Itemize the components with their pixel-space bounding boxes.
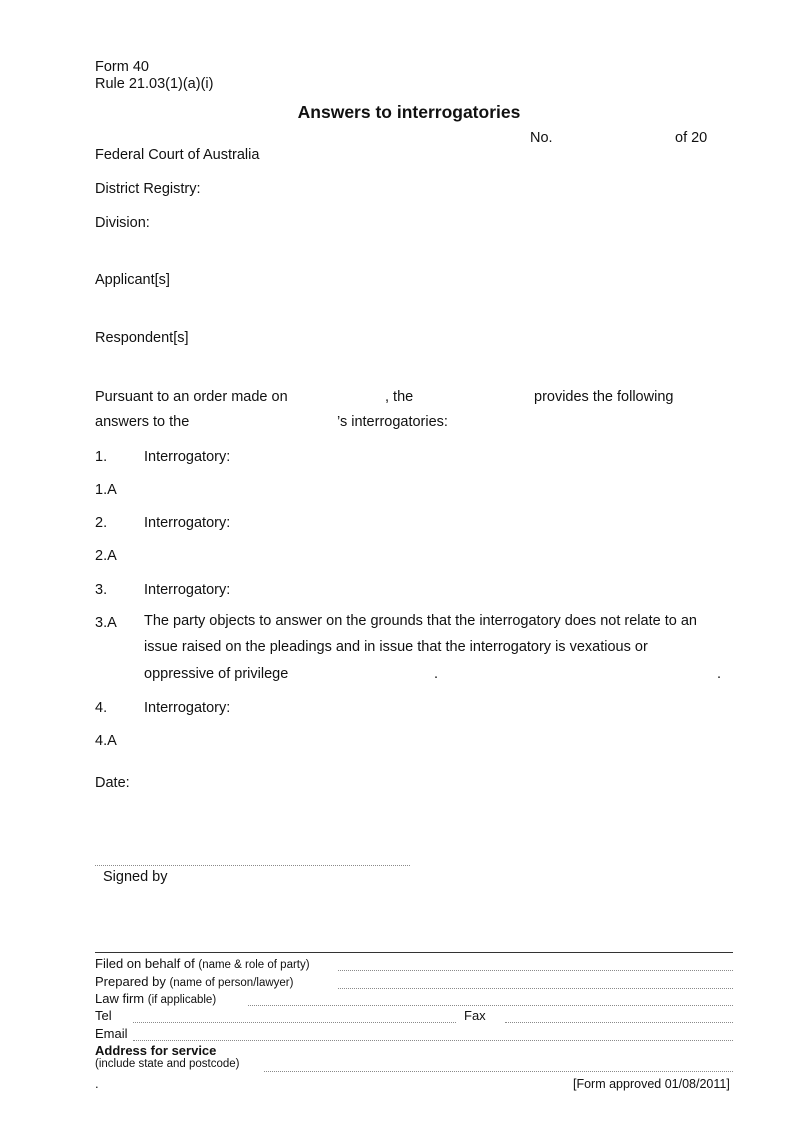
interrogatory-label: Interrogatory: xyxy=(144,700,231,716)
division-label: Division: xyxy=(95,215,150,231)
address-for-service-text: Address for service xyxy=(95,1043,217,1058)
item-number: 1. xyxy=(95,449,108,465)
law-firm-label xyxy=(95,991,216,1006)
interrogatory-label: Interrogatory: xyxy=(144,582,231,598)
interrogatory-label: Interrogatory: xyxy=(144,515,231,531)
prepared-by-text: Prepared by xyxy=(95,974,166,989)
form-number: Form 40 xyxy=(95,59,149,75)
email-field[interactable] xyxy=(133,1040,733,1041)
date-label: Date: xyxy=(95,775,130,791)
law-firm-text: Law firm xyxy=(95,991,145,1006)
law-firm-note: (if applicable) xyxy=(147,994,217,1006)
answer-number: 4.A xyxy=(95,733,117,749)
fax-label: Fax xyxy=(464,1008,486,1023)
fax-field[interactable] xyxy=(505,1022,733,1023)
answer-number: 2.A xyxy=(95,548,117,564)
district-registry-label: District Registry: xyxy=(95,181,201,197)
email-label: Email xyxy=(95,1026,128,1041)
of-year-label: of 20 xyxy=(675,130,708,146)
intro-interrogatories-text: ’s interrogatories: xyxy=(337,414,448,430)
filed-on-behalf-note: (name & role of party) xyxy=(198,959,310,971)
tel-field[interactable] xyxy=(133,1022,456,1023)
item-number: 4. xyxy=(95,700,108,716)
prepared-by-field[interactable] xyxy=(338,988,733,989)
objection-privilege-text: oppressive of privilege xyxy=(144,666,289,682)
objection-text: The party objects to answer on the grounds that the interrogatory does not relate to an issue raised on the pleadings and in issue that the interrogatory is vexatious or xyxy=(144,613,697,655)
signed-by-label: Signed by xyxy=(103,869,168,885)
no-label: No. xyxy=(530,130,553,146)
item-number: 3. xyxy=(95,582,108,598)
page-title: Answers to interrogatories xyxy=(297,102,521,122)
footer-divider xyxy=(95,952,733,953)
filed-on-behalf-text: Filed on behalf of xyxy=(95,956,195,971)
answer-number: 3.A xyxy=(95,615,117,631)
address-field[interactable] xyxy=(264,1071,733,1072)
tel-label: Tel xyxy=(95,1008,112,1023)
bottom-dot: . xyxy=(95,1076,99,1091)
prepared-by-label xyxy=(95,974,293,989)
intro-provides-text: provides the following xyxy=(534,389,674,405)
court-name: Federal Court of Australia xyxy=(95,147,260,163)
intro-answers-text: answers to the xyxy=(95,414,190,430)
intro-the-text: , the xyxy=(385,389,414,405)
filed-on-behalf-label xyxy=(95,956,310,971)
law-firm-field[interactable] xyxy=(248,1005,733,1006)
applicant-label: Applicant[s] xyxy=(95,272,170,288)
objection-period: . xyxy=(717,666,722,682)
signature-line xyxy=(95,865,410,866)
rule-reference: Rule 21.03(1)(a)(i) xyxy=(95,76,214,92)
prepared-by-note: (name of person/lawyer) xyxy=(169,977,294,989)
item-number: 2. xyxy=(95,515,108,531)
interrogatory-label: Interrogatory: xyxy=(144,449,231,465)
intro-order-text: Pursuant to an order made on xyxy=(95,389,288,405)
form-approved-note: [Form approved 01/08/2011] xyxy=(573,1077,730,1091)
address-note: (include state and postcode) xyxy=(95,1058,240,1070)
address-for-service-label xyxy=(95,1043,216,1058)
respondent-label: Respondent[s] xyxy=(95,330,189,346)
answer-number: 1.A xyxy=(95,482,117,498)
filed-on-behalf-field[interactable] xyxy=(338,970,733,971)
objection-period: . xyxy=(434,666,439,682)
